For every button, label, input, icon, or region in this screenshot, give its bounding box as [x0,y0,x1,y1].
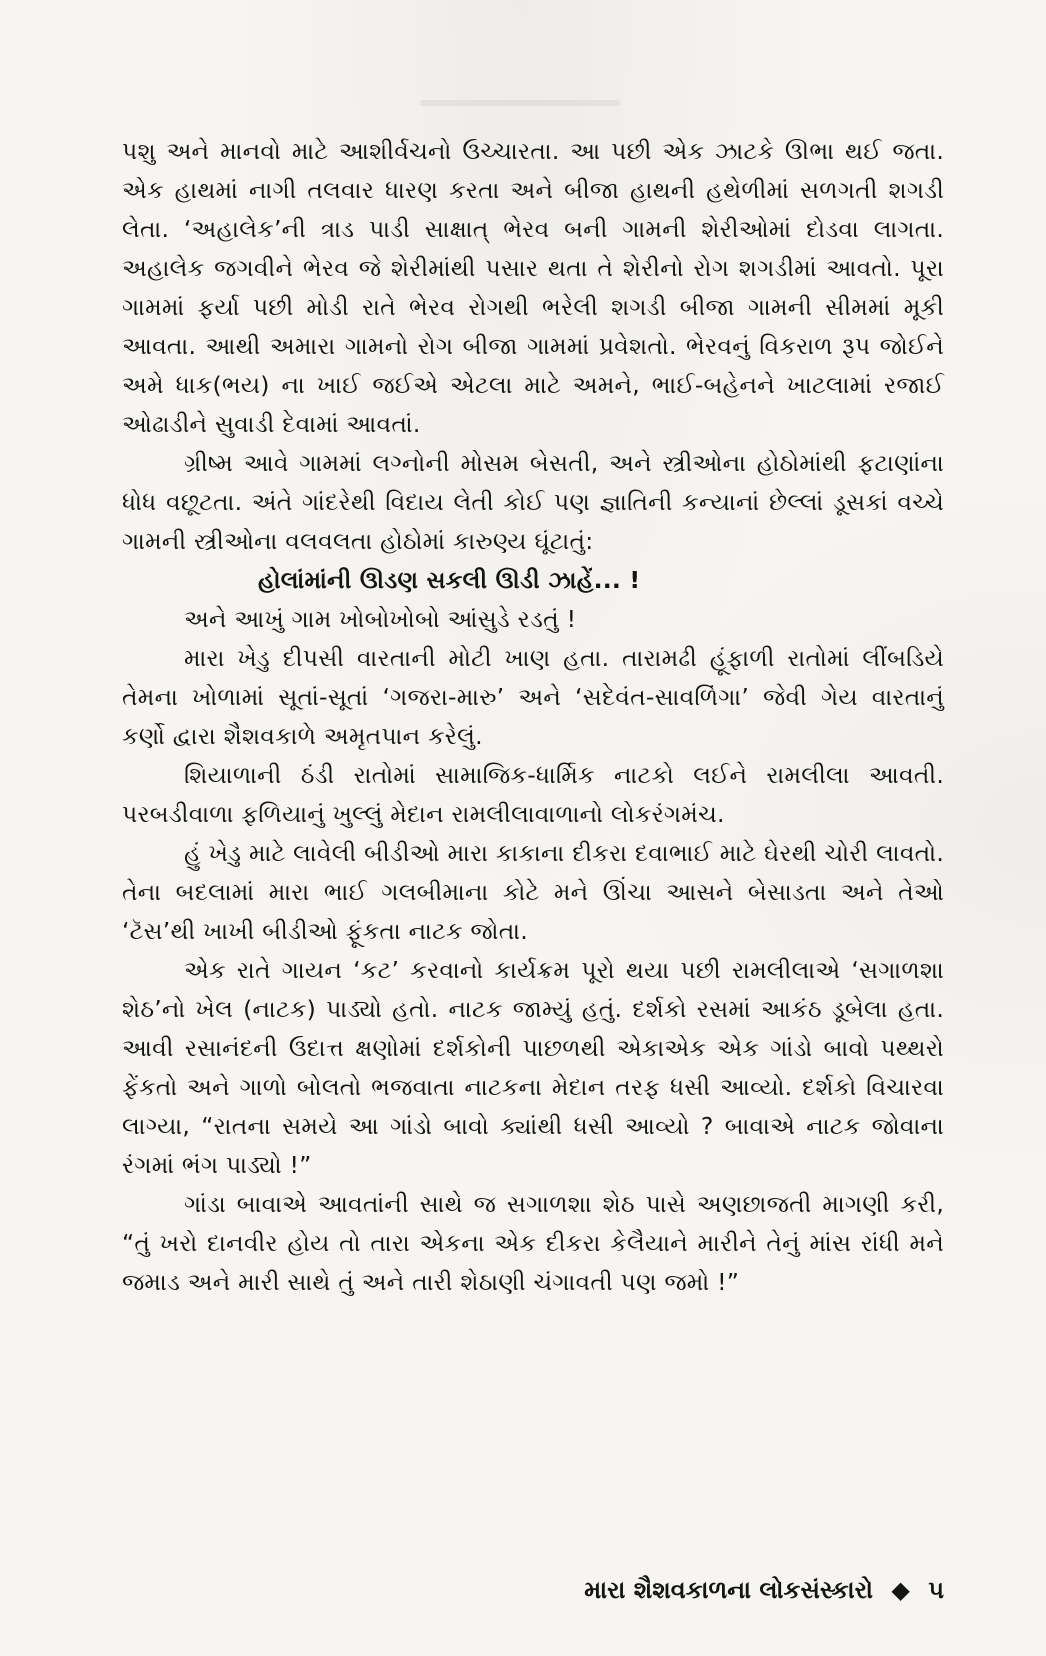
paragraph-6: હું ખેડુ માટે લાવેલી બીડીઓ મારા કાકાના દીકરા દવાભાઈ માટે ઘેરથી ચોરી લાવતો. તેના બદલામાં મારા ભાઈ ગલબીમાના કોટે મને ઊંચા આસને બેસાડતા અને તેઓ ‘ટૅસ’થી ખાખી બીડીઓ ફૂંકતા નાટક જોતા. [122,839,944,945]
paragraph-5: શિયાળાની ઠંડી રાતોમાં સામાજિક-ધાર્મિક નાટકો લઈને રામલીલા આવતી. પરબડીવાળા ફળિયાનું ખુલ્લું મેદાન રામલીલાવાળાનો લોકરંગમંચ. [122,761,944,828]
paragraph-7: એક રાતે ગાયન ‘કટ’ કરવાનો કાર્યક્રમ પૂરો થયા પછી રામલીલાએ ‘સગાળશા શેઠ’નો ખેલ (નાટક) પાડ્યો હતો. નાટક જામ્યું હતું. દર્શકો રસમાં આકંઠ ડૂબેલા હતા. આવી રસાનંદની ઉદાત્ત ક્ષણોમાં દર્શકોની પાછળથી એકાએક એક ગાંડો બાવો પથ્થરો ફેંકતો અને ગાળો બોલતો ભજવાતા નાટકના મેદાન તરફ ધસી આવ્યો. દર્શકો વિચારવા લાગ્યા, “રાતના સમયે આ ગાંડો બાવો ક્યાંથી ધસી આવ્યો ? બાવાએ નાટક જોવાના રંગમાં ભંગ પાડ્યો !” [122,956,944,1179]
folk-song-line: હોલાંમાંની ઊડણ સકલી ઊડી ઝાહેં... ! [258,566,641,594]
page-body [122,132,944,1302]
page-footer [122,1570,944,1610]
paragraph-1: પશુ અને માનવો માટે આશીર્વચનો ઉચ્ચારતા. આ પછી એક ઝાટકે ઊભા થઈ જતા. એક હાથમાં નાગી તલવાર ધારણ કરતા અને બીજા હાથની હથેળીમાં સળગતી શગડી લેતા. ‘અહાલેક’ની ત્રાડ પાડી સાક્ષાત્ ભેરવ બની ગામની શેરીઓમાં દોડવા લાગતા. અહાલેક જગવીને ભેરવ જે શેરીમાંથી પસાર થતા તે શેરીનો રોગ શગડીમાં આવતો. પૂરા ગામમાં ફર્યા પછી મોડી રાતે ભેરવ રોગથી ભરેલી શગડી બીજા ગામની સીમમાં મૂકી આવતા. આથી અમારા ગામનો રોગ બીજા ગામમાં પ્રવેશતો. ભેરવનું વિકરાળ રૂપ જોઈને અમે ધાક(ભય) ના ખાઈ જઈએ એટલા માટે અમને, ભાઈ-બહેનને ખાટલામાં રજાઈ ઓઢાડીને સુવાડી દેવામાં આવતાં. [122,137,944,438]
paragraph-4: મારા ખેડુ દીપસી વારતાની મોટી ખાણ હતા. તારામઢી હૂંફાળી રાતોમાં લીંબડિયે તેમના ખોળામાં સૂતાં-સૂતાં ‘ગજરા-મારુ’ અને ‘સદેવંત-સાવળિંગા’ જેવી ગેય વારતાનું કર્ણો દ્વારા શૈશવકાળે અમૃતપાન કરેલું. [122,644,944,750]
running-title: મારા શૈશવકાળના લોકસંસ્કારો [584,1576,874,1604]
faded-top-mark [420,100,620,106]
paragraph-8: ગાંડા બાવાએ આવતાંની સાથે જ સગાળશા શેઠ પાસે અણછાજતી માગણી કરી, “તું ખરો દાનવીર હોય તો તારા એકના એક દીકરા કેલૈયાને મારીને તેનું માંસ રાંધી મને જમાડ અને મારી સાથે તું અને તારી શેઠાણી ચંગાવતી પણ જમો !” [122,1190,944,1296]
diamond-separator: ◆ [891,1576,910,1604]
paragraph-3: અને આખું ગામ ખોબોખોબો આંસુડે રડતું ! [184,605,577,633]
page-number: ૫ [928,1576,944,1604]
paragraph-2: ગ્રીષ્મ આવે ગામમાં લગ્નોની મોસમ બેસતી, અને સ્ત્રીઓના હોઠોમાંથી ફટાણાંના ધોધ વછૂટતા. અંતે ગાંદરેથી વિદાય લેતી કોઈ પણ જ્ઞાતિની કન્યાનાં છેલ્લાં ડૂસકાં વચ્ચે ગામની સ્ત્રીઓના વલવલતા હોઠોમાં કારુણ્ય ઘૂંટાતું: [122,449,944,555]
